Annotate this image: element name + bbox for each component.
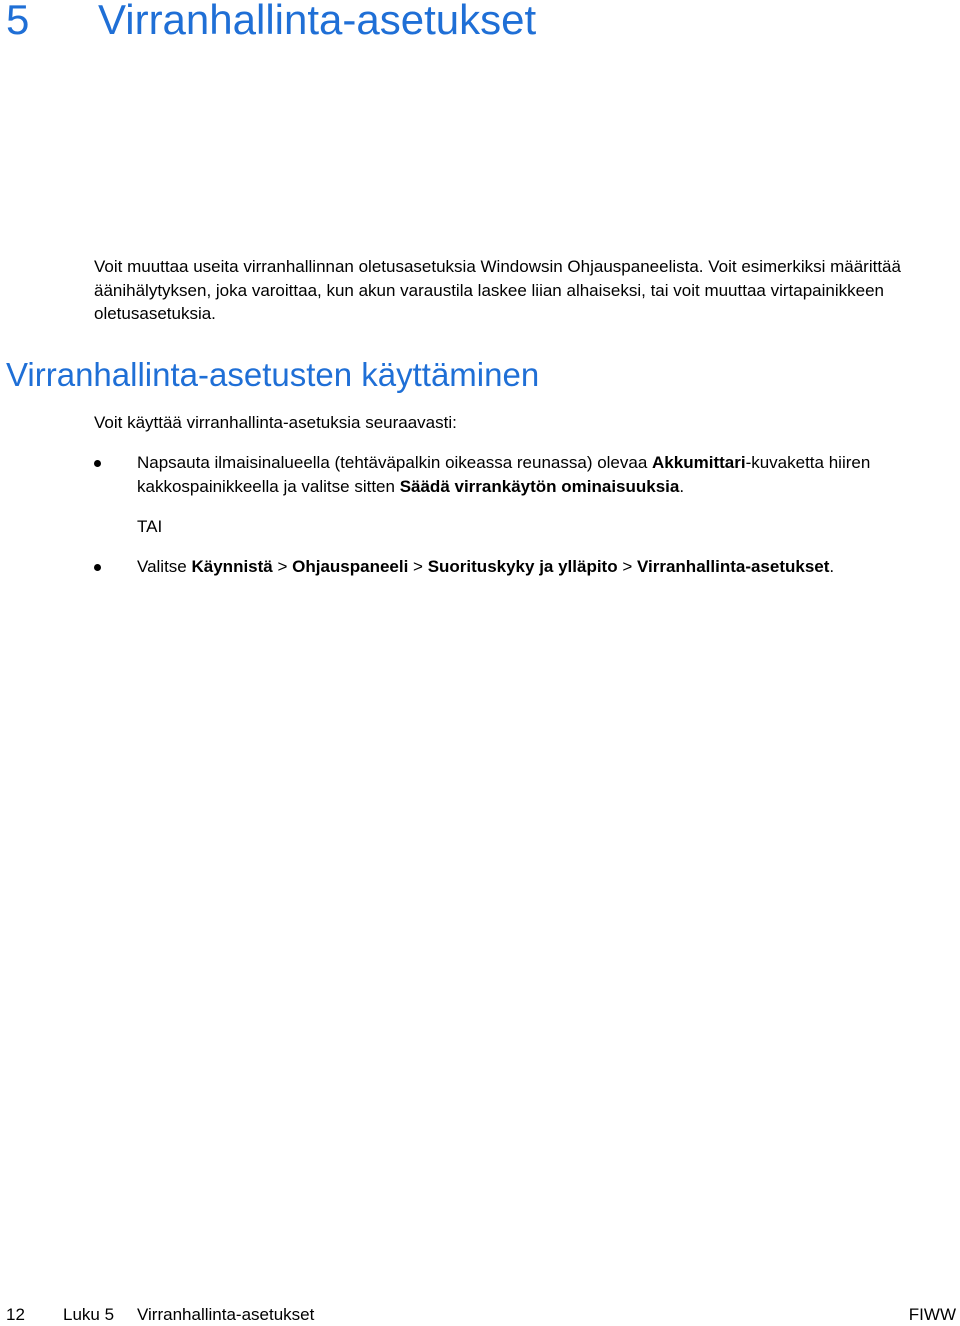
bullet-icon bbox=[94, 564, 101, 571]
page-footer bbox=[6, 1304, 956, 1326]
section-title: Virranhallinta-asetusten käyttäminen bbox=[6, 356, 540, 393]
text-run: Valitse bbox=[137, 557, 192, 576]
ui-term: Akkumittari bbox=[652, 453, 746, 472]
footer-chapter-title: Virranhallinta-asetukset bbox=[137, 1305, 315, 1324]
text-run: > bbox=[408, 557, 428, 576]
text-run: > bbox=[617, 557, 637, 576]
bullet-icon bbox=[94, 460, 101, 467]
chapter-title bbox=[6, 0, 536, 44]
text-run: Napsauta ilmaisinalueella (tehtäväpalkin oikeassa reunassa) olevaa bbox=[137, 453, 653, 472]
list-item bbox=[94, 451, 960, 498]
section-intro: Voit käyttää virranhallinta-asetuksia seuraavasti: bbox=[94, 413, 457, 432]
list-item-text bbox=[137, 555, 960, 579]
ui-term: Ohjauspaneeli bbox=[292, 557, 409, 576]
text-run: . bbox=[829, 557, 835, 576]
ui-term: Käynnistä bbox=[191, 557, 273, 576]
footer-chapter-label: Luku 5 bbox=[63, 1305, 115, 1324]
chapter-number: 5 bbox=[6, 0, 30, 43]
list-item bbox=[94, 555, 960, 579]
or-separator: TAI bbox=[137, 517, 163, 536]
page-number: 12 bbox=[6, 1305, 25, 1324]
list-item-text bbox=[137, 451, 960, 498]
intro-paragraph: Voit muuttaa useita virranhallinnan oletusasetuksia Windowsin Ohjauspaneelista. Voit esimerkiksi määrittää äänihälytyksen, joka varoittaa, kun akun varaustila laskee liian alhaiseksi, tai voit muuttaa virtapainikkeen oletusasetuksia. bbox=[94, 257, 901, 323]
ui-term: Suorituskyky ja ylläpito bbox=[427, 557, 618, 576]
text-run: > bbox=[272, 557, 293, 576]
ui-term: Säädä virrankäytön ominaisuuksia bbox=[399, 476, 680, 496]
text-run: -kuvaketta hiiren kakkospainikkeella ja valitse sitten bbox=[137, 453, 871, 496]
chapter-title-text: Virranhallinta-asetukset bbox=[98, 0, 537, 43]
footer-right-label: FIWW bbox=[908, 1305, 956, 1324]
ui-term: Virranhallinta-asetukset bbox=[636, 557, 830, 576]
text-run: . bbox=[679, 476, 685, 496]
